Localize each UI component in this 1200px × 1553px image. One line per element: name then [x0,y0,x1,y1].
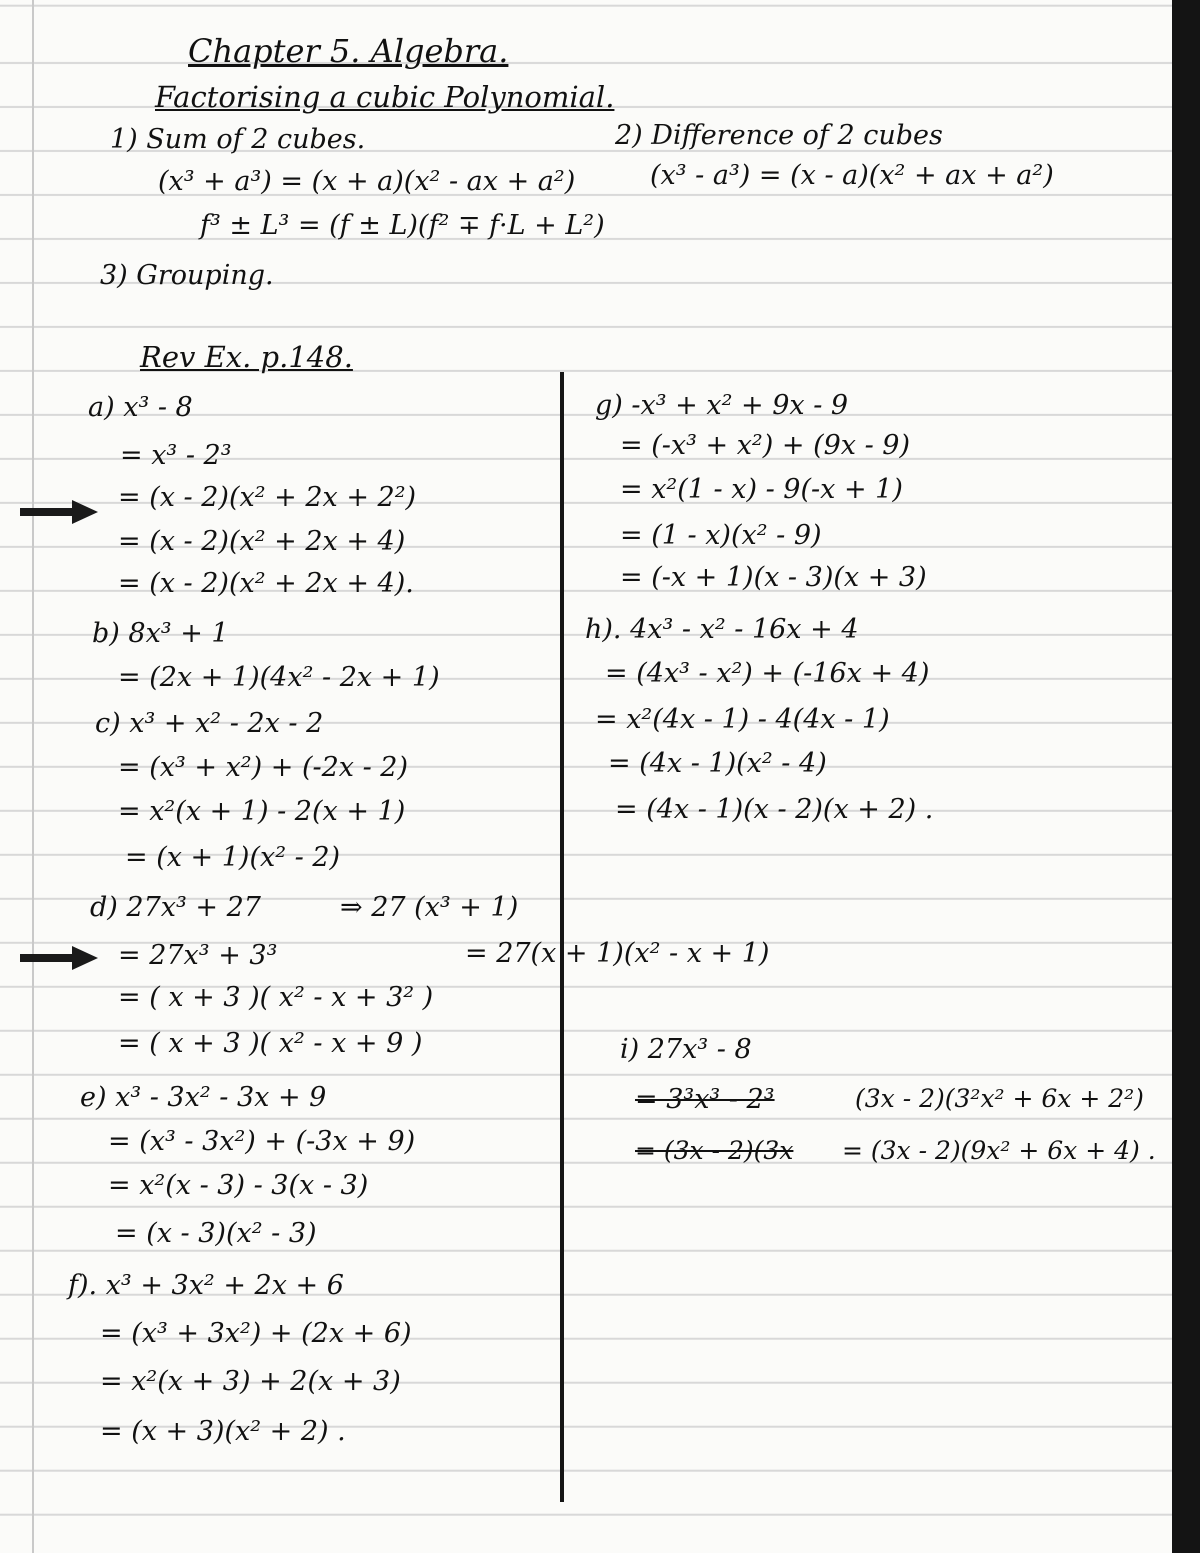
page-subtitle: Factorising a cubic Polynomial. [155,80,615,114]
ex-i-line: = (3x - 2)(9x² + 6x + 4) . [842,1136,1156,1165]
ex-b-line: = (2x + 1)(4x² - 2x + 1) [118,662,440,693]
ex-d-aside: = 27(x + 1)(x² - x + 1) [465,938,770,969]
ex-i-line: i) 27x³ - 8 [620,1034,752,1065]
method-sum-formula: (x³ + a³) = (x + a)(x² - ax + a²) [158,166,576,197]
ex-d-line: d) 27x³ + 27 [90,892,261,923]
ex-c-line: = (x + 1)(x² - 2) [125,842,341,873]
ex-d-line: = 27x³ + 3³ [118,940,278,971]
ex-f-line: = x²(x + 3) + 2(x + 3) [100,1366,401,1397]
ex-h-line: = (4x³ - x²) + (-16x + 4) [605,658,930,689]
ex-c-line: = x²(x + 1) - 2(x + 1) [118,796,406,827]
ex-d-aside: ⇒ 27 (x³ + 1) [340,892,519,923]
ex-h-line: = (4x - 1)(x - 2)(x + 2) . [615,794,934,825]
ex-g-line: g) -x³ + x² + 9x - 9 [595,390,849,421]
arrow-marker-icon [20,946,98,970]
ex-f-line: = (x³ + 3x²) + (2x + 6) [100,1318,412,1349]
method-diff-formula: (x³ - a³) = (x - a)(x² + ax + a²) [650,160,1054,191]
ex-i-line-crossed: = (3x - 2)(3x [635,1136,794,1165]
ex-h-line: = x²(4x - 1) - 4(4x - 1) [595,704,890,735]
column-divider [560,372,564,1502]
ex-i-line: (3x - 2)(3²x² + 6x + 2²) [855,1084,1144,1113]
method-sum-heading: 1) Sum of 2 cubes. [110,124,366,155]
ex-a-line: a) x³ - 8 [88,392,193,423]
ex-c-line: = (x³ + x²) + (-2x - 2) [118,752,409,783]
ex-g-line: = (-x³ + x²) + (9x - 9) [620,430,911,461]
ex-e-line: = (x - 3)(x² - 3) [115,1218,317,1249]
ex-h-line: = (4x - 1)(x² - 4) [608,748,827,779]
ex-d-line: = ( x + 3 )( x² - x + 3² ) [118,982,434,1013]
ex-a-line: = (x - 2)(x² + 2x + 4). [118,568,414,599]
ex-h-line: h). 4x³ - x² - 16x + 4 [585,614,859,645]
ex-f-line: f). x³ + 3x² + 2x + 6 [68,1270,344,1301]
ex-g-line: = (1 - x)(x² - 9) [620,520,822,551]
method-grouping-heading: 3) Grouping. [100,260,274,291]
ex-a-line: = x³ - 2³ [120,440,232,471]
ex-f-line: = (x + 3)(x² + 2) . [100,1416,346,1447]
arrow-marker-icon [20,500,98,524]
page-title: Chapter 5. Algebra. [188,32,509,70]
ex-g-line: = x²(1 - x) - 9(-x + 1) [620,474,903,505]
method-sum-general: f³ ± L³ = (f ± L)(f² ∓ f·L + L²) [200,210,605,241]
ex-a-line: = (x - 2)(x² + 2x + 2²) [118,482,417,513]
exercise-title: Rev Ex. p.148. [140,340,353,374]
margin-line [32,0,34,1553]
ex-e-line: = (x³ - 3x²) + (-3x + 9) [108,1126,416,1157]
ex-a-line: = (x - 2)(x² + 2x + 4) [118,526,406,557]
ex-g-line: = (-x + 1)(x - 3)(x + 3) [620,562,927,593]
page-edge [1172,0,1200,1553]
ex-c-line: c) x³ + x² - 2x - 2 [95,708,324,739]
method-diff-heading: 2) Difference of 2 cubes [615,120,943,151]
ex-i-line-crossed: = 3³x³ - 2³ [635,1084,775,1115]
ex-e-line: = x²(x - 3) - 3(x - 3) [108,1170,369,1201]
ex-d-line: = ( x + 3 )( x² - x + 9 ) [118,1028,423,1059]
ex-e-line: e) x³ - 3x² - 3x + 9 [80,1082,327,1113]
ex-b-line: b) 8x³ + 1 [92,618,229,649]
